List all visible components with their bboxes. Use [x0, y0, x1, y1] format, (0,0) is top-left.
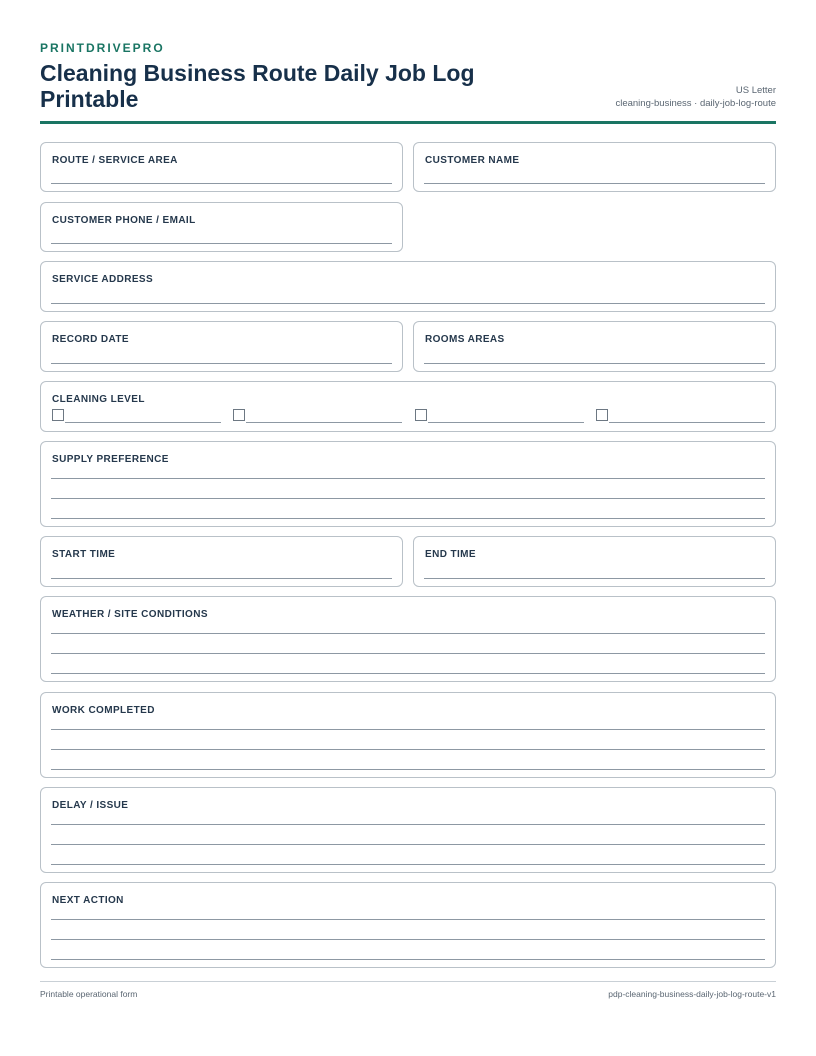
- footer-rule: [40, 981, 776, 982]
- customer-name-label: CUSTOMER NAME: [425, 155, 520, 166]
- footer-form-id: pdp-cleaning-business-daily-job-log-route-v1: [608, 989, 776, 999]
- header-rule: [40, 121, 776, 124]
- service-address-input-line[interactable]: [51, 303, 765, 304]
- cleaning-level-option-line-3[interactable]: [428, 422, 584, 423]
- next-action-label: NEXT ACTION: [52, 895, 124, 906]
- next-action-line-1[interactable]: [51, 919, 765, 920]
- customer-contact-field: [40, 202, 403, 252]
- weather-conditions-label: WEATHER / SITE CONDITIONS: [52, 609, 208, 620]
- supply-preference-line-1[interactable]: [51, 478, 765, 479]
- route-label: ROUTE / SERVICE AREA: [52, 155, 178, 166]
- brand-name: PRINTDRIVEPRO: [40, 41, 165, 55]
- end-time-label: END TIME: [425, 549, 476, 560]
- record-date-input-line[interactable]: [51, 363, 392, 364]
- delay-issue-label: DELAY / ISSUE: [52, 800, 129, 811]
- work-completed-label: WORK COMPLETED: [52, 705, 155, 716]
- cleaning-level-option-line-4[interactable]: [609, 422, 765, 423]
- supply-preference-field: [40, 441, 776, 527]
- delay-issue-line-2[interactable]: [51, 844, 765, 845]
- customer-name-input-line[interactable]: [424, 183, 765, 184]
- rooms-areas-input-line[interactable]: [424, 363, 765, 364]
- start-time-field: [40, 536, 403, 587]
- cleaning-level-option-line-2[interactable]: [246, 422, 402, 423]
- cleaning-level-option-line-1[interactable]: [65, 422, 221, 423]
- weather-conditions-line-1[interactable]: [51, 633, 765, 634]
- work-completed-line-2[interactable]: [51, 749, 765, 750]
- cleaning-level-field: [40, 381, 776, 432]
- customer-name-field: [413, 142, 776, 192]
- form-tags: cleaning-business · daily-job-log-route: [615, 98, 776, 109]
- delay-issue-field: [40, 787, 776, 873]
- weather-conditions-line-2[interactable]: [51, 653, 765, 654]
- service-address-label: SERVICE ADDRESS: [52, 274, 154, 285]
- work-completed-field: [40, 692, 776, 778]
- delay-issue-line-1[interactable]: [51, 824, 765, 825]
- weather-conditions-field: [40, 596, 776, 682]
- cleaning-level-checkbox-1[interactable]: [52, 409, 64, 421]
- work-completed-line-1[interactable]: [51, 729, 765, 730]
- cleaning-level-checkbox-2[interactable]: [233, 409, 245, 421]
- route-input-line[interactable]: [51, 183, 392, 184]
- paper-size: US Letter: [735, 85, 776, 96]
- next-action-line-3[interactable]: [51, 959, 765, 960]
- cleaning-level-checkbox-4[interactable]: [596, 409, 608, 421]
- work-completed-line-3[interactable]: [51, 769, 765, 770]
- next-action-field: [40, 882, 776, 968]
- start-time-input-line[interactable]: [51, 578, 392, 579]
- next-action-line-2[interactable]: [51, 939, 765, 940]
- page-meta: [615, 84, 776, 110]
- cleaning-level-label: CLEANING LEVEL: [52, 394, 145, 405]
- customer-contact-label: CUSTOMER PHONE / EMAIL: [52, 215, 196, 226]
- end-time-input-line[interactable]: [424, 578, 765, 579]
- weather-conditions-line-3[interactable]: [51, 673, 765, 674]
- supply-preference-label: SUPPLY PREFERENCE: [52, 454, 169, 465]
- start-time-label: START TIME: [52, 549, 116, 560]
- record-date-field: [40, 321, 403, 372]
- record-date-label: RECORD DATE: [52, 334, 129, 345]
- supply-preference-line-3[interactable]: [51, 518, 765, 519]
- end-time-field: [413, 536, 776, 587]
- rooms-areas-field: [413, 321, 776, 372]
- supply-preference-line-2[interactable]: [51, 498, 765, 499]
- rooms-areas-label: ROOMS AREAS: [425, 334, 505, 345]
- delay-issue-line-3[interactable]: [51, 864, 765, 865]
- customer-contact-input-line[interactable]: [51, 243, 392, 244]
- footer-description: Printable operational form: [40, 989, 138, 999]
- service-address-field: [40, 261, 776, 312]
- page-title: Cleaning Business Route Daily Job Log Printable: [40, 60, 475, 112]
- route-field: [40, 142, 403, 192]
- cleaning-level-checkbox-3[interactable]: [415, 409, 427, 421]
